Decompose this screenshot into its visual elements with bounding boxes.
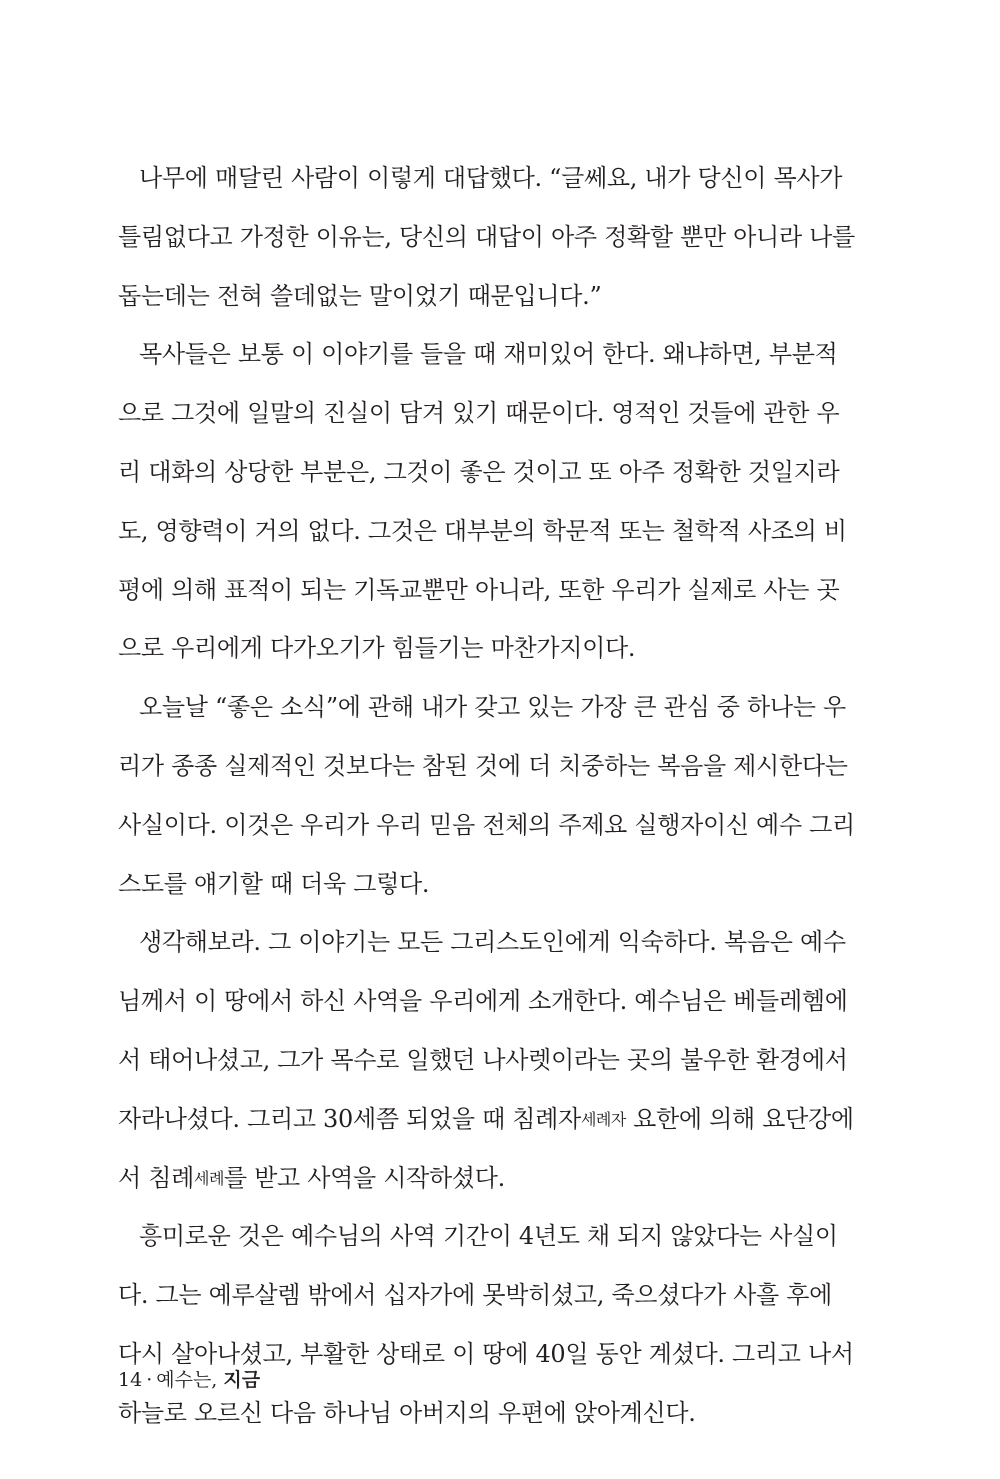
paragraph — [118, 1210, 854, 1445]
text-segment: 자라나셨다. 그리고 30세쯤 되었을 때 침례자 — [118, 1104, 581, 1133]
text-line: 리 대화의 상당한 부분은, 그것이 좋은 것이고 또 아주 정확한 것일지라 — [118, 457, 840, 486]
text-line: 평에 의해 표적이 되는 기독교뿐만 아니라, 또한 우리가 실제로 사는 곳 — [118, 575, 840, 604]
small-annotation: 세례자 — [580, 1109, 626, 1129]
text-line: 다시 살아나셨고, 부활한 상태로 이 땅에 40일 동안 계셨다. 그리고 나서 — [118, 1339, 854, 1368]
text-line: 으로 그것에 일말의 진실이 담겨 있기 때문이다. 영적인 것들에 관한 우 — [118, 399, 840, 428]
page-number: 14 — [118, 1369, 143, 1391]
page-footer — [118, 1366, 260, 1394]
text-line: 목사들은 보통 이 이야기를 들을 때 재미있어 한다. 왜냐하면, 부분적 — [139, 340, 838, 369]
text-line-composite — [118, 1093, 854, 1152]
text-line: 서 태어나셨고, 그가 목수로 일했던 나사렛이라는 곳의 불우한 환경에서 — [118, 1045, 848, 1074]
text-line: 돕는데는 전혀 쓸데없는 말이었기 때문입니다.” — [118, 281, 602, 310]
paragraph — [118, 916, 854, 1210]
text-line: 님께서 이 땅에서 하신 사역을 우리에게 소개한다. 예수님은 베들레헴에 — [118, 987, 848, 1016]
text-line: 하늘로 오르신 다음 하나님 아버지의 우편에 앉아계신다. — [118, 1398, 696, 1427]
text-line: 다. 그는 예루살렘 밖에서 십자가에 못박히셨고, 죽으셨다가 사흘 후에 — [118, 1281, 833, 1310]
text-segment: 를 받고 사역을 시작하셨다. — [223, 1163, 505, 1192]
small-annotation: 세례 — [193, 1168, 224, 1188]
text-line: 사실이다. 이것은 우리가 우리 믿음 전체의 주제요 실행자이신 예수 그리 — [118, 810, 855, 839]
text-line: 흥미로운 것은 예수님의 사역 기간이 4년도 채 되지 않았다는 사실이 — [139, 1222, 838, 1251]
book-title-prefix: 예수는, — [156, 1369, 218, 1391]
text-line: 오늘날 “좋은 소식”에 관해 내가 갖고 있는 가장 큰 관심 중 하나는 우 — [139, 693, 846, 722]
footer-separator: · — [146, 1369, 153, 1391]
text-segment: 서 침례 — [118, 1163, 194, 1192]
text-line: 나무에 매달린 사람이 이렇게 대답했다. “글쎄요, 내가 당신이 목사가 — [139, 164, 843, 192]
text-line: 스도를 얘기할 때 더욱 그렇다. — [118, 869, 430, 898]
paragraph — [118, 681, 855, 916]
paragraph — [118, 328, 847, 681]
text-line: 틀림없다고 가정한 이유는, 당신의 대답이 아주 정확할 뿐만 아니라 나를 — [118, 222, 855, 251]
text-line: 리가 종종 실제적인 것보다는 참된 것에 더 치중하는 복음을 제시한다는 — [118, 751, 848, 780]
text-segment: 요한에 의해 요단강에 — [625, 1104, 854, 1133]
book-title-bold: 지금 — [223, 1369, 261, 1391]
text-line: 으로 우리에게 다가오기가 힘들기는 마찬가지이다. — [118, 634, 636, 663]
text-line: 생각해보라. 그 이야기는 모든 그리스도인에게 익숙하다. 복음은 예수 — [139, 928, 846, 957]
paragraph — [118, 152, 855, 328]
body-text — [118, 152, 855, 1446]
text-line-composite — [118, 1152, 808, 1211]
text-line: 도, 영향력이 거의 없다. 그것은 대부분의 학문적 또는 철학적 사조의 비 — [118, 516, 847, 545]
